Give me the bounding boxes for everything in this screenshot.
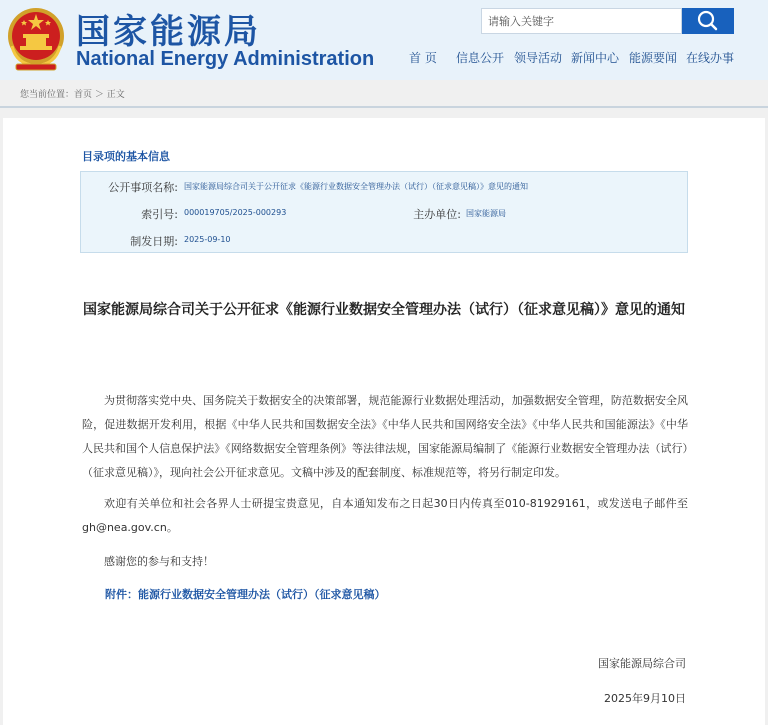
nav-energy-news[interactable]: 能源要闻 <box>629 51 678 65</box>
info-date-label: 制发日期: <box>130 235 178 248</box>
signature-org: 国家能源局综合司 <box>598 657 686 670</box>
body-paragraph-3: 感谢您的参与和支持！ <box>104 555 214 568</box>
breadcrumb-separator: ＞ <box>94 90 104 100</box>
body-paragraph-1: 为贯彻落实党中央、国务院关于数据安全的决策部署，规范能源行业数据处理活动，加强数据安全管理，防范数据安全风险，促进数据开发利用，根据《中华人民共和国数据安全法》《中华人民共和国网络安全法》《中华人民共和国能源法》《中华人民共和国个人信息保护法》《网络数据安全管理条例》等法律法规，国家能源局编制了《能源行业数据安全管理办法（试行）（征求意见稿）》，现向社会公开征求意见。文稿中涉及的配套制度、标准规范等，将另行制定印发。 <box>82 394 688 479</box>
info-title-label: 公开事项名称: <box>108 181 178 194</box>
info-title-value: 国家能源局综合司关于公开征求《能源行业数据安全管理办法（试行）（征求意见稿）》意见的通知 <box>184 182 528 191</box>
info-org-label: 主办单位: <box>413 208 461 221</box>
site-header <box>0 0 768 80</box>
site-logo-en[interactable]: National Energy Administration <box>76 48 375 70</box>
breadcrumb <box>0 86 768 104</box>
search-button[interactable] <box>682 8 734 34</box>
nav-info-disclosure[interactable]: 信息公开 <box>456 51 505 65</box>
nav-leadership-activities[interactable]: 领导活动 <box>514 51 563 65</box>
nav-online-services[interactable]: 在线办事 <box>686 51 735 65</box>
breadcrumb-prefix: 您当前位置： <box>20 90 75 100</box>
divider <box>0 106 768 108</box>
search-input[interactable] <box>481 8 682 34</box>
info-table <box>80 171 688 253</box>
signature-date: 2025年9月10日 <box>604 692 686 705</box>
site-logo-cn[interactable]: 国家能源局 <box>76 12 261 52</box>
body-paragraph-2: 欢迎有关单位和社会各界人士研提宝贵意见，自本通知发布之日起30日内传真至010-81929161，或发送电子邮件至gh@nea.gov.cn。 <box>82 497 688 534</box>
nav-news-center[interactable]: 新闻中心 <box>571 51 620 65</box>
info-heading: 目录项的基本信息 <box>82 150 170 163</box>
nav-home[interactable]: 首 页 <box>409 51 437 65</box>
info-org-value: 国家能源局 <box>466 209 506 218</box>
breadcrumb-current: 正文 <box>106 90 125 100</box>
attachment-link[interactable]: 附件：能源行业数据安全管理办法（试行）（征求意见稿） <box>105 588 386 601</box>
info-index-label: 索引号: <box>141 208 178 221</box>
info-date-value: 2025-09-10 <box>184 235 231 244</box>
national-emblem-icon <box>6 6 66 72</box>
search-bar <box>481 8 734 34</box>
search-icon <box>682 8 734 34</box>
page-title: 国家能源局综合司关于公开征求《能源行业数据安全管理办法（试行）（征求意见稿）》意见的通知 <box>83 302 685 318</box>
info-index-value: 000019705/2025-000293 <box>184 208 287 217</box>
main-nav <box>400 49 768 67</box>
breadcrumb-home[interactable]: 首页 <box>74 90 93 100</box>
